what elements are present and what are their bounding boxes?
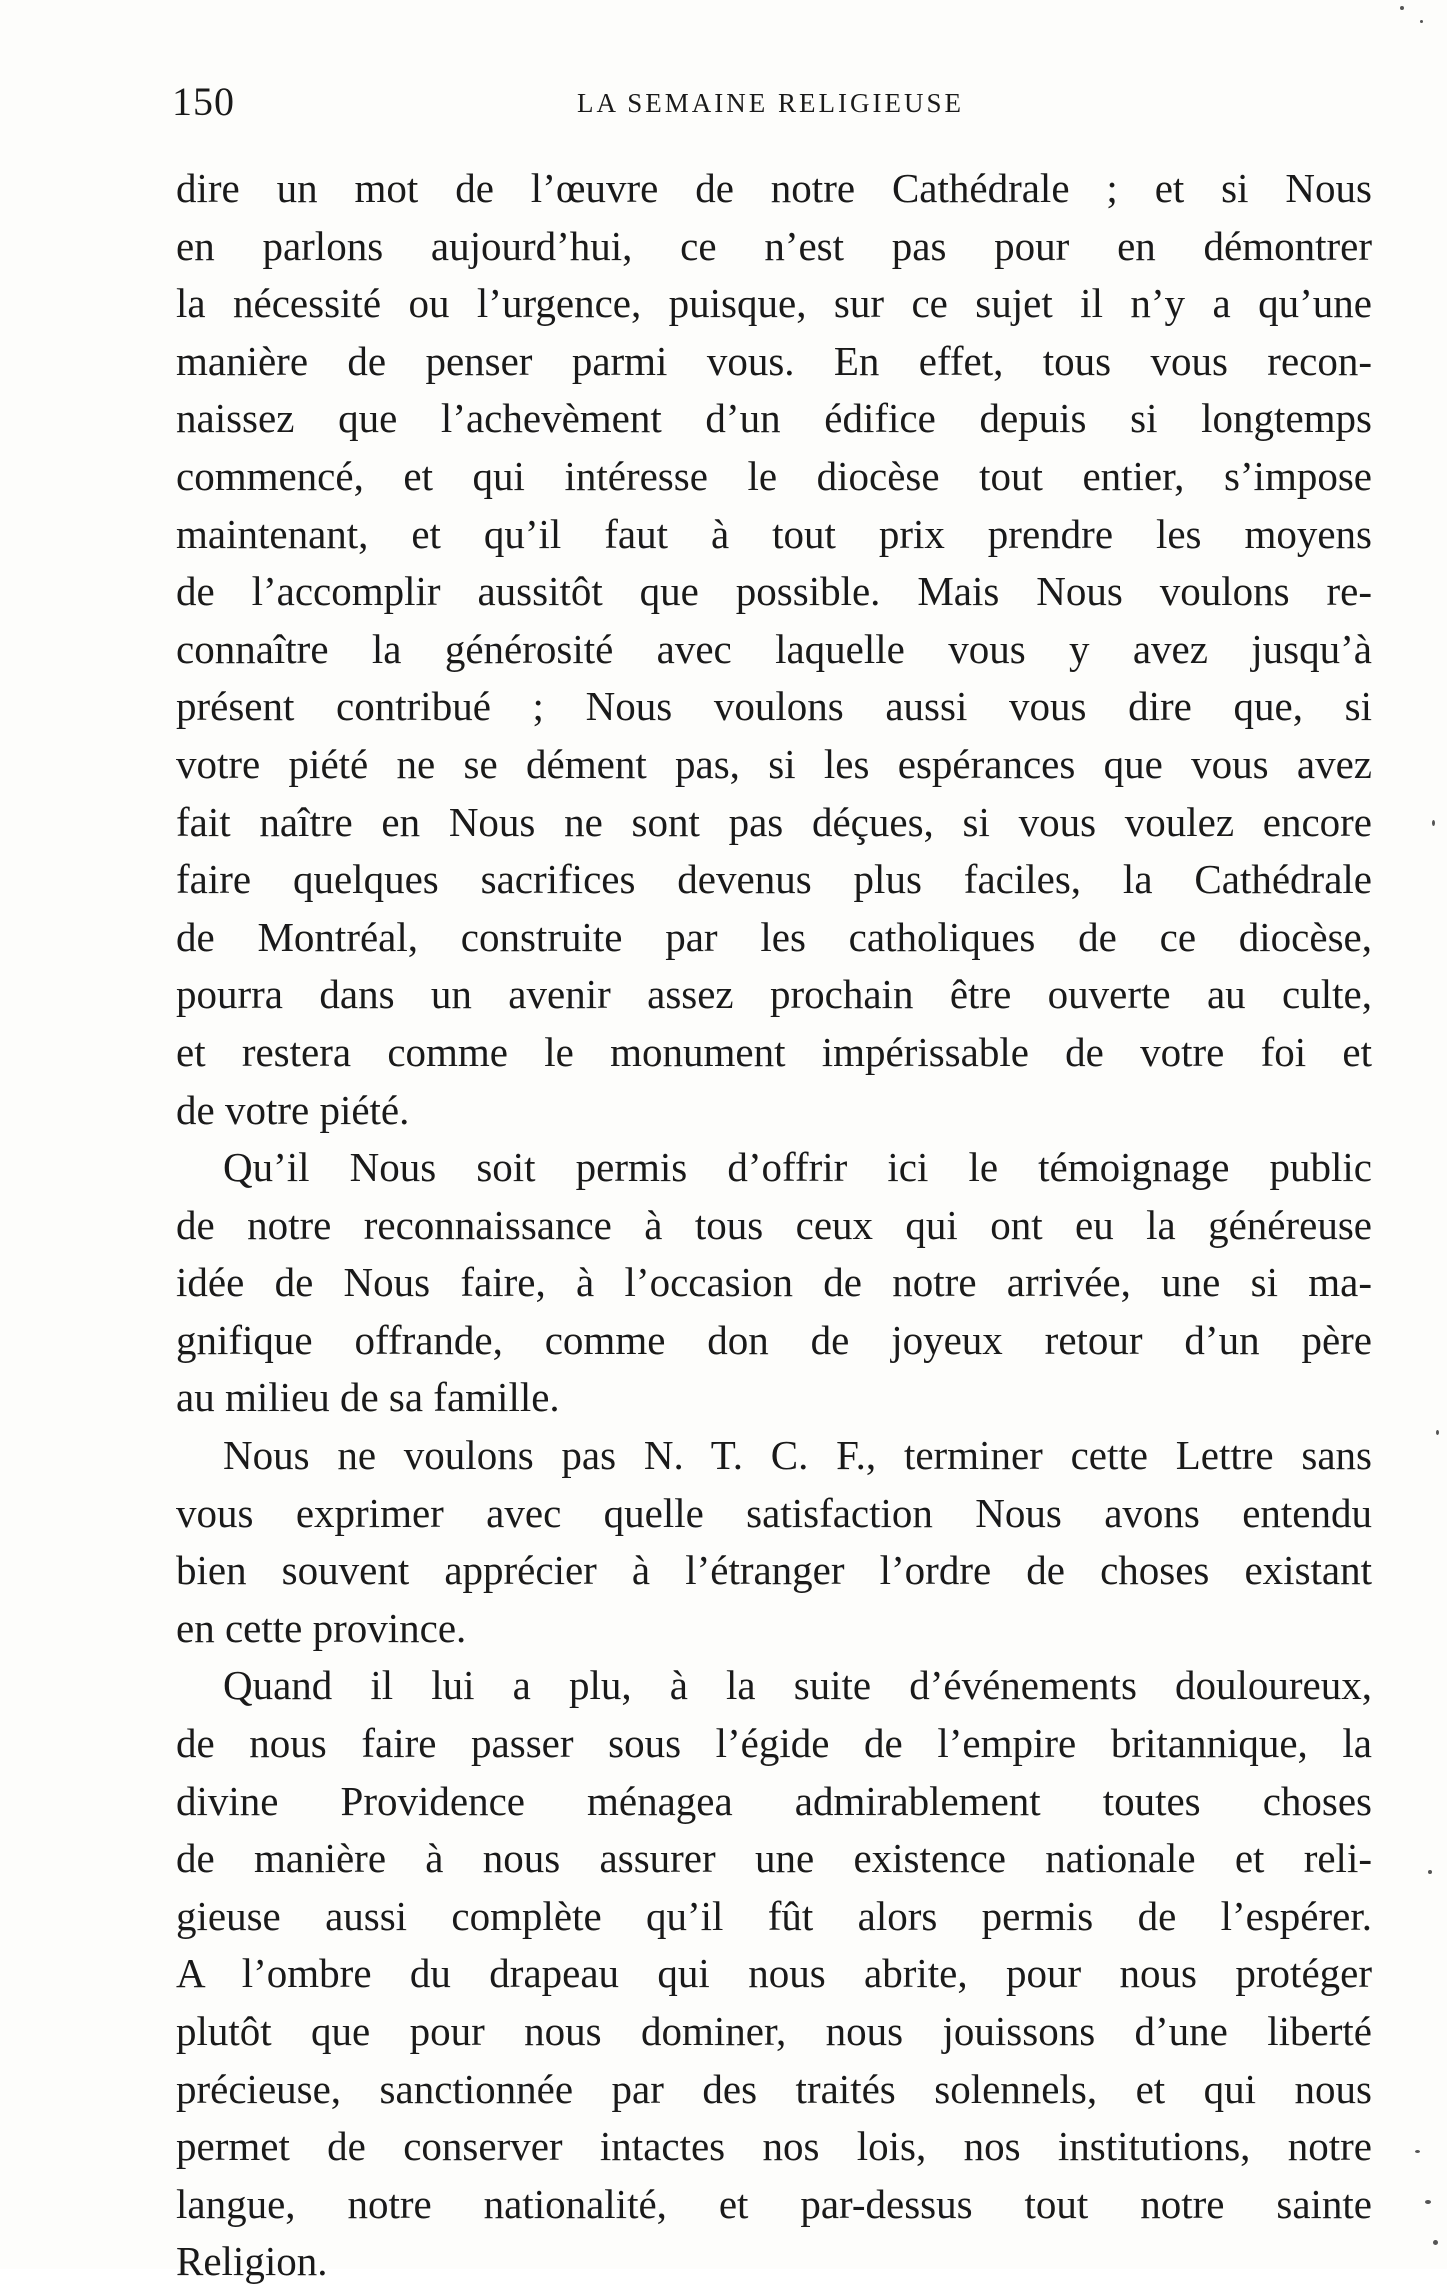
body-text (176, 160, 1372, 2291)
text-line: gieuse aussi complète qu’il fût alors permis de l’espérer. (176, 1892, 1372, 1939)
paragraph (176, 1427, 1372, 1657)
text-line: naissez que l’achevèment d’un édifice depuis si longtemps (176, 395, 1372, 442)
text-line: maintenant, et qu’il faut à tout prix prendre les moyens (176, 510, 1372, 557)
text-line: votre piété ne se dément pas, si les espérances que vous avez (176, 740, 1372, 787)
text-line: pourra dans un avenir assez prochain être ouverte au culte, (176, 971, 1372, 1018)
text-line: et restera comme le monument impérissable de votre foi et (176, 1028, 1372, 1075)
paragraph (176, 1657, 1372, 2291)
text-line: de l’accomplir aussitôt que possible. Mais Nous voulons re- (176, 568, 1372, 615)
text-line: de Montréal, construite par les catholiques de ce diocèse, (176, 913, 1372, 960)
text-line: faire quelques sacrifices devenus plus faciles, la Cathédrale (176, 856, 1372, 903)
text-line: en cette province. (176, 1604, 467, 1651)
text-line: divine Providence ménagea admirablement toutes choses (176, 1777, 1372, 1824)
text-line: A l’ombre du drapeau qui nous abrite, pour nous protéger (176, 1950, 1372, 1997)
scan-speck (1415, 2150, 1420, 2153)
scan-speck (1433, 2240, 1438, 2245)
text-line: connaître la générosité avec laquelle vous y avez jusqu’à (176, 625, 1372, 672)
text-line: permet de conserver intactes nos lois, nos institutions, notre (176, 2123, 1372, 2170)
text-line: de manière à nous assurer une existence nationale et reli- (176, 1835, 1372, 1882)
text-line: vous exprimer avec quelle satisfaction Nous avons entendu (176, 1489, 1372, 1536)
scan-speck (1436, 1430, 1439, 1435)
page-header (172, 78, 1372, 138)
text-line: plutôt que pour nous dominer, nous jouissons d’une liberté (176, 2008, 1372, 2054)
text-line: idée de Nous faire, à l’occasion de notre arrivée, une si ma- (176, 1259, 1372, 1306)
text-line: de nous faire passer sous l’égide de l’empire britannique, la (176, 1720, 1372, 1767)
text-line: de notre reconnaissance à tous ceux qui ont eu la généreuse (176, 1201, 1372, 1248)
text-line: en parlons aujourd’hui, ce n’est pas pour en démontrer (176, 222, 1372, 269)
paragraph (176, 160, 1372, 1139)
scan-speck (1400, 6, 1404, 10)
text-line: Quand il lui a plu, à la suite d’événements douloureux, (223, 1662, 1372, 1709)
text-line: présent contribué ; Nous voulons aussi vous dire que, si (176, 683, 1372, 730)
scan-speck (1428, 1870, 1432, 1874)
scan-speck (1432, 820, 1435, 826)
paragraph (176, 1139, 1372, 1427)
text-line: manière de penser parmi vous. En effet, tous vous recon- (176, 337, 1372, 384)
text-line: précieuse, sanctionnée par des traités solennels, et qui nous (176, 2065, 1372, 2112)
page-number: 150 (172, 79, 235, 124)
running-title: LA SEMAINE RELIGIEUSE (577, 88, 964, 118)
text-line: dire un mot de l’œuvre de notre Cathédrale ; et si Nous (176, 165, 1372, 211)
scan-speck (1420, 20, 1423, 23)
text-line: Religion. (176, 2238, 328, 2285)
text-line: fait naître en Nous ne sont pas déçues, si vous voulez encore (176, 798, 1372, 845)
text-line: Nous ne voulons pas N. T. C. F., terminer cette Lettre sans (223, 1432, 1372, 1479)
text-line: Qu’il Nous soit permis d’offrir ici le témoignage public (223, 1144, 1372, 1191)
text-line: commencé, et qui intéresse le diocèse tout entier, s’impose (176, 452, 1372, 499)
text-line: gnifique offrande, comme don de joyeux retour d’un père (176, 1316, 1372, 1363)
scan-speck (1425, 2200, 1431, 2204)
text-line: de votre piété. (176, 1086, 410, 1133)
text-line: bien souvent apprécier à l’étranger l’ordre de choses existant (176, 1547, 1372, 1594)
text-line: langue, notre nationalité, et par-dessus tout notre sainte (176, 2180, 1372, 2227)
text-line: la nécessité ou l’urgence, puisque, sur ce sujet il n’y a qu’une (176, 280, 1372, 327)
text-line: au milieu de sa famille. (176, 1374, 560, 1421)
